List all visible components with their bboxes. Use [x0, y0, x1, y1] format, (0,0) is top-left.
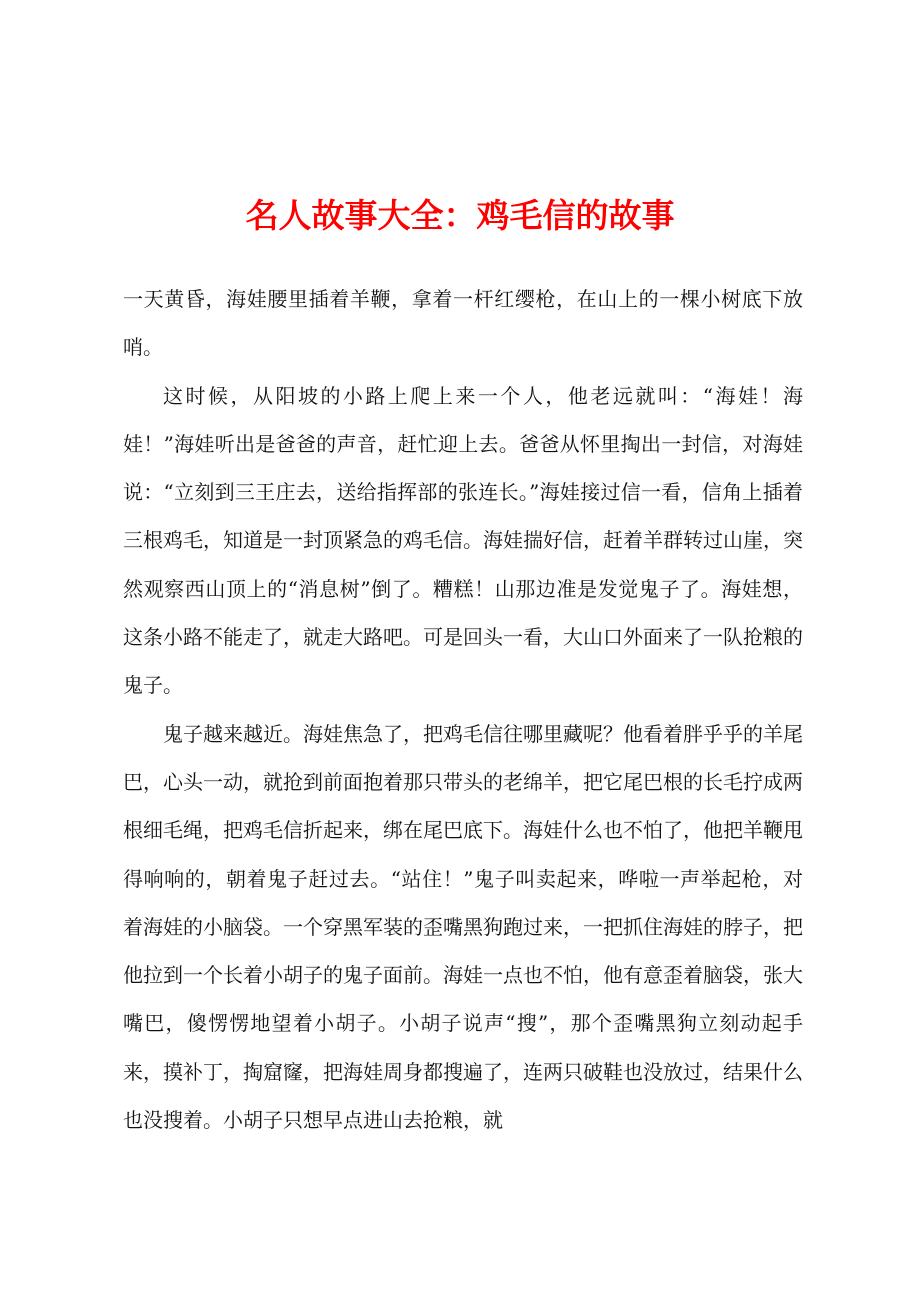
article-body [123, 275, 803, 1144]
paragraph-3: 鬼子越来越近。海娃焦急了，把鸡毛信往哪里藏呢？他看着胖乎乎的羊尾巴，心头一动，就抢到前面抱着那只带头的老绵羊，把它尾巴根的长毛拧成两根细毛绳，把鸡毛信折起来，绑在尾巴底下。海娃什么也不怕了，他把羊鞭甩得响响的，朝着鬼子赶过去。“站住！”鬼子叫卖起来，哗啦一声举起枪，对着海娃的小脑袋。一个穿黑军装的歪嘴黑狗跑过来，一把抓住海娃的脖子，把他拉到一个长着小胡子的鬼子面前。海娃一点也不怕，他有意歪着脑袋，张大嘴巴，傻愣愣地望着小胡子。小胡子说声“搜”，那个歪嘴黑狗立刻动起手来，摸补丁，掏窟窿，把海娃周身都搜遍了，连两只破鞋也没放过，结果什么也没搜着。小胡子只想早点进山去抢粮，就 [123, 721, 803, 1133]
paragraph-2: 这时候，从阳坡的小路上爬上来一个人，他老远就叫：“海娃！海娃！”海娃听出是爸爸的声音，赶忙迎上去。爸爸从怀里掏出一封信，对海娃说：“立刻到三王庄去，送给指挥部的张连长。”海娃接过信一看，信角上插着三根鸡毛，知道是一封顶紧急的鸡毛信。海娃揣好信，赶着羊群转过山崖，突然观察西山顶上的“消息树”倒了。糟糕！山那边准是发觉鬼子了。海娃想，这条小路不能走了，就走大路吧。可是回头一看，大山口外面来了一队抢粮的鬼子。 [123, 383, 803, 698]
page-title: 名人故事大全：鸡毛信的故事 [245, 196, 675, 235]
paragraph-1: 一天黄昏，海娃腰里插着羊鞭，拿着一杆红缨枪，在山上的一棵小树底下放哨。 [123, 287, 803, 360]
